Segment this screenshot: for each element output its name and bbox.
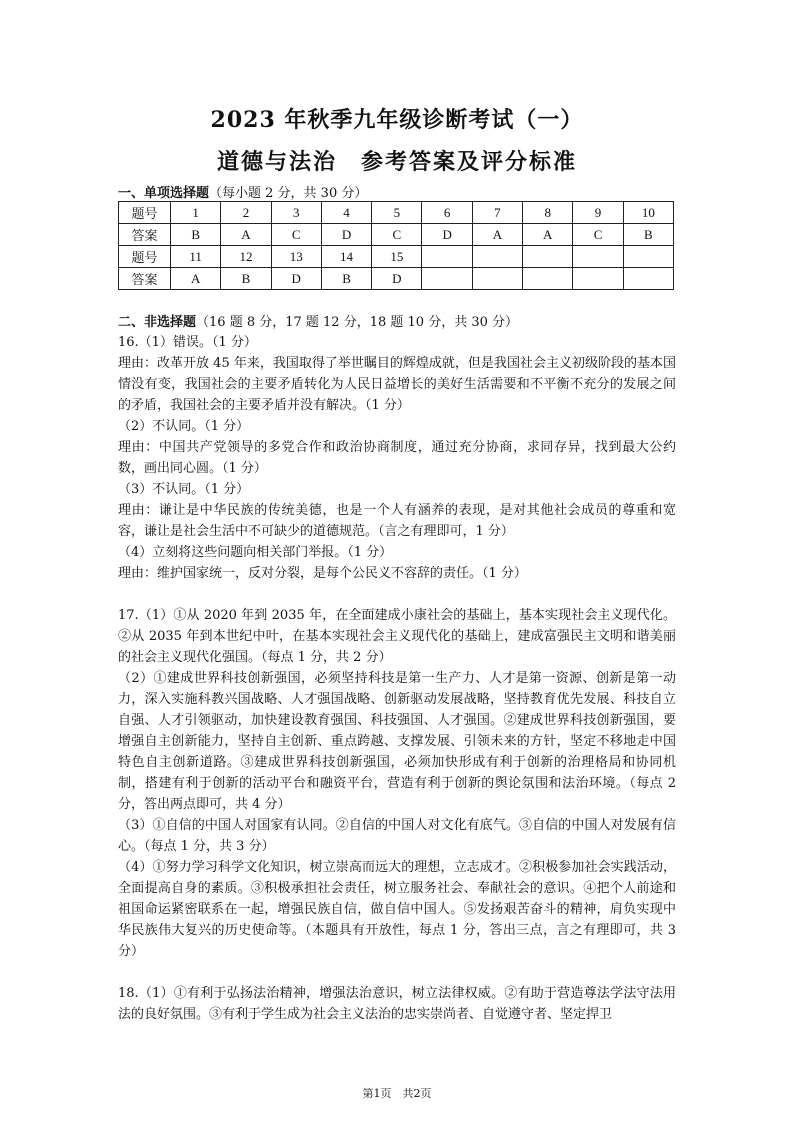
table-cell: B	[321, 268, 371, 290]
table-row	[119, 246, 674, 268]
table-cell: 9	[573, 202, 623, 224]
table-cell: 5	[372, 202, 422, 224]
table-cell	[472, 268, 522, 290]
table-cell: D	[422, 224, 472, 246]
q16-line: 理由：谦让是中华民族的传统美德，也是一个人有涵养的表现，是对其他社会成员的尊重和宽容，谦让是社会生活中不可缺少的道德规范。（言之有理即可，1 分）	[118, 503, 676, 539]
page-footer: 第1页 共2页	[362, 1087, 432, 1100]
row-header-cell: 答案	[119, 268, 171, 290]
q17-line: （4）①努力学习科学文化知识，树立崇高而远大的理想，立志成才。②积极参加社会实践活动，全面提高自身的素质。③积极承担社会责任，树立服务社会、奉献社会的意识。④把个人前途和祖国命运紧密联系在一起，增强民族自信，做自信中国人。⑤发扬艰苦奋斗的精神，肩负实现中华民族伟大复兴的历史使命等。（本题具有开放性，每点 1 分，答出三点，言之有理即可，共 3 分）	[118, 860, 676, 959]
table-cell: D	[321, 224, 371, 246]
table-cell: B	[221, 268, 271, 290]
table-cell: 4	[321, 202, 371, 224]
table-cell: 2	[221, 202, 271, 224]
table-cell: 3	[271, 202, 321, 224]
table-cell: B	[623, 224, 673, 246]
table-cell: 10	[623, 202, 673, 224]
table-cell: A	[171, 268, 221, 290]
section-2-title: 二、非选择题	[118, 315, 197, 330]
row-header-cell: 题号	[119, 246, 171, 268]
table-row	[119, 202, 674, 224]
answer-body	[118, 332, 676, 1025]
q17-line: 17.（1）①从 2020 年到 2035 年，在全面建成小康社会的基础上，基本实现社会主义现代化。②从 2035 年到本世纪中叶，在基本实现社会主义现代化的基础上，建成富强民主文明和谐美丽的社会主义现代化强国。（每点 1 分，共 2 分）	[118, 608, 676, 665]
table-cell	[573, 268, 623, 290]
table-cell: 1	[171, 202, 221, 224]
row-header-cell: 答案	[119, 224, 171, 246]
table-cell: C	[271, 224, 321, 246]
table-cell	[422, 268, 472, 290]
page-title: 2023 年秋季九年级诊断考试（一）	[210, 107, 584, 133]
table-cell: 8	[523, 202, 573, 224]
table-cell: 14	[321, 246, 371, 268]
table-row	[119, 268, 674, 290]
table-cell: 11	[171, 246, 221, 268]
q16-line: （2）不认同。（1 分）	[118, 419, 250, 434]
q16-line: 理由：改革开放 45 年来，我国取得了举世瞩目的辉煌成就，但是我国社会主义初级阶段的基本国情没有变，我国社会的主要矛盾转化为人民日益增长的美好生活需要和不平衡不充分的发展之间的矛盾，我国社会的主要矛盾并没有解决。（1 分）	[118, 356, 676, 413]
table-cell	[523, 268, 573, 290]
table-cell	[573, 246, 623, 268]
q17-line: （2）①建成世界科技创新强国，必须坚持科技是第一生产力、人才是第一资源、创新是第一动力，深入实施科教兴国战略、人才强国战略、创新驱动发展战略，坚持教育优先发展、科技自立自强、人才引领驱动，加快建设教育强国、科技强国、人才强国。②建成世界科技创新强国，要增强自主创新能力，坚持自主创新、重点跨越、支撑发展、引领未来的方针，坚定不移地走中国特色自主创新道路。③建成世界科技创新强国，必须加快形成有利于创新的治理格局和协同机制，搭建有利于创新的活动平台和融资平台，营造有利于创新的舆论氛围和法治环境。（每点 2 分，答出两点即可，共 4 分）	[118, 671, 676, 812]
table-cell: C	[573, 224, 623, 246]
table-cell: D	[372, 268, 422, 290]
section-2-heading	[118, 311, 518, 330]
table-cell	[523, 246, 573, 268]
row-header-cell: 题号	[119, 202, 171, 224]
table-cell	[422, 246, 472, 268]
section-1-heading	[118, 182, 367, 201]
table-cell: A	[221, 224, 271, 246]
table-cell: A	[472, 224, 522, 246]
section-2-note: （16 题 8 分，17 题 12 分，18 题 10 分，共 30 分）	[196, 315, 518, 330]
section-1-title: 一、单项选择题	[118, 186, 210, 201]
table-cell: B	[171, 224, 221, 246]
table-cell: 12	[221, 246, 271, 268]
q16-line: （4）立刻将这些问题向相关部门举报。（1 分）	[118, 545, 393, 560]
q16-line: 理由：维护国家统一，反对分裂，是每个公民义不容辞的责任。（1 分）	[118, 566, 527, 581]
q16-line: 16.（1）错误。（1 分）	[118, 335, 257, 350]
table-cell	[623, 268, 673, 290]
page-subtitle: 道德与法治 参考答案及评分标准	[216, 149, 577, 175]
table-cell: 6	[422, 202, 472, 224]
table-cell: D	[271, 268, 321, 290]
q17-line: （3）①自信的中国人对国家有认同。②自信的中国人对文化有底气。③自信的中国人对发展有信心。（每点 1 分，共 3 分）	[118, 818, 676, 854]
table-row	[119, 224, 674, 246]
table-cell: 15	[372, 246, 422, 268]
q18-line: 18.（1）①有利于弘扬法治精神，增强法治意识，树立法律权威。②有助于营造尊法学法守法用法的良好氛围。③有利于学生成为社会主义法治的忠实崇尚者、自觉遵守者、坚定捍卫	[118, 986, 676, 1022]
q16-line: 理由：中国共产党领导的多党合作和政治协商制度，通过充分协商，求同存异，找到最大公约数，画出同心圆。（1 分）	[118, 440, 676, 476]
section-1-note: （每小题 2 分，共 30 分）	[209, 186, 368, 201]
table-cell: A	[523, 224, 573, 246]
table-cell: 13	[271, 246, 321, 268]
table-cell	[623, 246, 673, 268]
table-cell	[472, 246, 522, 268]
q16-line: （3）不认同。（1 分）	[118, 482, 250, 497]
table-cell: C	[372, 224, 422, 246]
answer-table	[118, 201, 674, 290]
table-cell: 7	[472, 202, 522, 224]
